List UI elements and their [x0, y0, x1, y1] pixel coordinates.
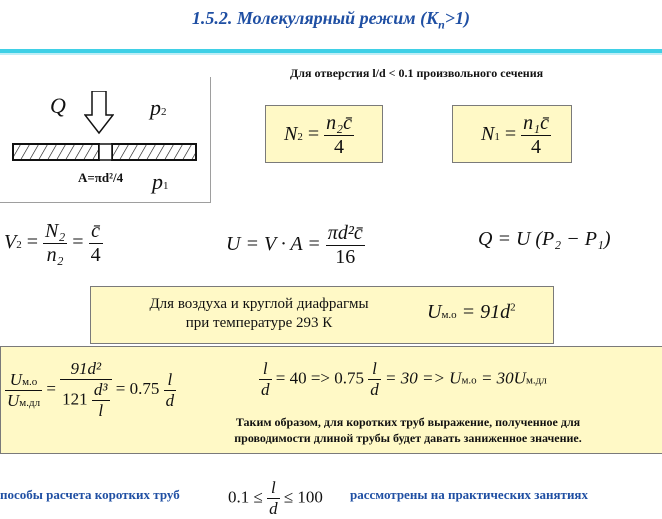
formula-v2: V2 = $\frac{\text{N₂}}{\text{n₂}}$ = $\frac{c̄}{4}$ [4, 220, 101, 266]
air-conditions-text: Для воздуха и круглой диафрагмы при температуре 293 К [149, 296, 369, 331]
conclusion-note: Таким образом, для коротких труб выражение, полученное для проводимости длиной трубы будет давать заниженное значение. [234, 415, 582, 445]
formula-n1-box [452, 105, 572, 163]
formula-ratio: $\frac{Uм.о}{Uм.дл}$ = 91d² 121 $\frac{\text{d³}}{l}$ = 0.75 $\frac{l}{d}$ [7, 359, 175, 420]
flow-down-arrow-icon [84, 91, 114, 135]
air-conditions-box [90, 286, 554, 344]
pressure-p1-label: p1 [152, 169, 169, 194]
formula-n2: N2 = $\frac{\text{n₂c̄}}{4}$ [284, 112, 352, 158]
title-divider-shadow [0, 53, 662, 55]
formula-umo-air: $Uм.о = 91d^2$ [427, 301, 516, 323]
flow-q-label: Q [50, 93, 66, 118]
formula-n1: N1 = $\frac{\text{n₁c̄}}{4}$ [481, 112, 549, 158]
section-subtitle: Для отверстия l/d < 0.1 произвольного сечения [290, 66, 544, 80]
footer-methods-text: пособы расчета коротких труб [0, 487, 180, 502]
orifice-plate [12, 143, 198, 161]
formula-q: Q = U (P₂ − P₁) [478, 228, 611, 250]
pressure-p2-label: p2 [150, 95, 167, 120]
page-title: 1.5.2. Молекулярный режим $(K_n>1)$ [191, 8, 471, 32]
formula-n2-box [265, 105, 383, 163]
orifice-diagram [0, 77, 211, 203]
formula-u: U = V · A = $\frac{\text{πd²c̄}}{16}$ [226, 222, 363, 268]
footer-practical-text: рассмотрены на практических занятиях [350, 487, 588, 502]
area-label: A=πd²/4 [78, 170, 124, 185]
footer-ratio-range: 0.1 ≤ $\frac{l}{d}$ ≤ 100 [228, 478, 323, 518]
formula-ratio-result: $\frac{l}{d}$ = 40 => 0.75 $\frac{l}{d}$ = 30 => Uм.о = 30Uм.дл [261, 359, 547, 399]
